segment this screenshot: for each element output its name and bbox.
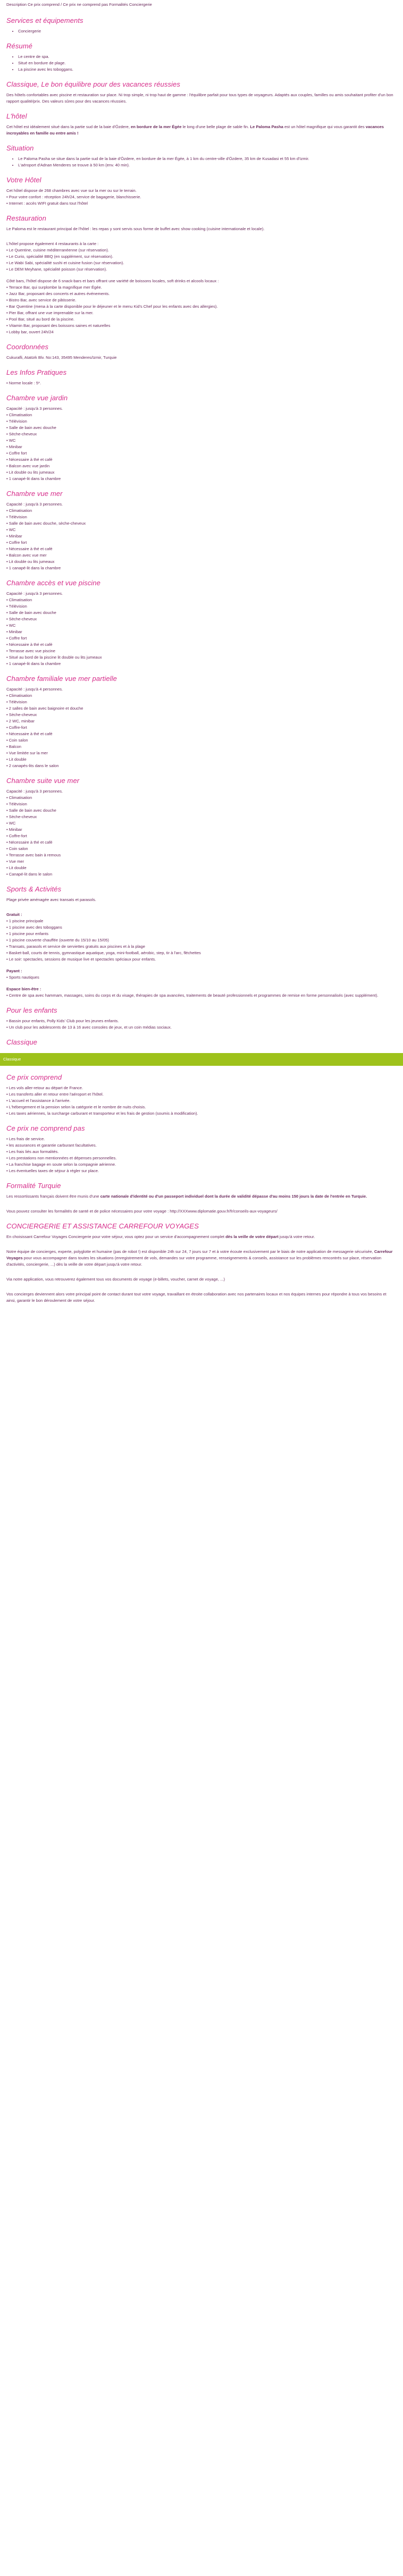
enfants-title: Pour les enfants xyxy=(6,1006,57,1014)
text-line: • Pier Bar, offrant une vue imprenable sur la mer. xyxy=(6,310,94,315)
hotel-text xyxy=(6,124,397,137)
room-title: Chambre vue jardin xyxy=(6,394,68,402)
text-line: • Minibar xyxy=(6,629,22,634)
rooms-section xyxy=(6,394,397,878)
text-line: • Télévision xyxy=(6,700,27,704)
text-line: • Situé au bord de la piscine lit double ou lits jumeaux xyxy=(6,655,102,660)
text-line: • Transats, parasols et service de serviettes gratuits aux piscines et à la plage xyxy=(6,944,145,949)
conciergerie-p3: Via notre application, vous retrouverez également tous vos documents de voyage (e-billets, voucher, carnet de voyage, ...) xyxy=(6,1277,225,1282)
text-line: • Un club pour les adolescents de 13 à 16 avec consoles de jeux, et un coin médias sociaux. xyxy=(6,1025,172,1030)
text-segment: vacances incroyables en famille ou entre amis ! xyxy=(6,124,384,136)
text-line: • 1 piscine pour enfants xyxy=(6,931,49,936)
text-line: • Vitamin Bar, proposant des boissons saines et naturelles xyxy=(6,323,111,328)
hotel-title: L'hôtel xyxy=(6,112,27,120)
text-line: • Coffre-fort xyxy=(6,834,27,838)
text-segment: Cet hôtel est idéalement situé dans la partie sud de la baie d'Özdere, xyxy=(6,124,131,129)
text-line: • WC xyxy=(6,821,16,826)
text-line: • Le DEM Meyhane, spécialité poisson (sur réservation). xyxy=(6,267,107,272)
text-line: • 1 piscine avec des toboggans xyxy=(6,925,62,930)
enfants-lines xyxy=(6,1018,397,1031)
room-title: Chambre familiale vue mer partielle xyxy=(6,675,117,683)
payant-label: Payant : xyxy=(6,969,22,973)
text-segment: En choisissant Carrefour Voyages Conciergerie pour votre séjour, vous optez pour un service d'accompagnement complet xyxy=(6,1234,226,1239)
text-line: • Coin salon xyxy=(6,738,28,743)
text-line: • Salle de bain avec douche, sèche-cheveux xyxy=(6,521,86,526)
text-line: Capacité : jusqu'à 4 personnes. xyxy=(6,687,63,692)
tab-navigation[interactable]: Description Ce prix comprend / Ce prix ne comprend pas Formalités Conciergerie xyxy=(6,2,152,7)
gratuit-label: Gratuit : xyxy=(6,912,22,917)
sports-gratuit xyxy=(6,912,397,963)
room-features xyxy=(6,406,397,482)
text-segment: Le Paloma Pasha xyxy=(250,124,283,129)
text-line: • Climatisation xyxy=(6,413,32,417)
text-line: L'hôtel propose également 4 restaurants à la carte : xyxy=(6,241,99,246)
sports-intro: Plage privée aménagée avec transats et parasols. xyxy=(6,897,96,902)
text-segment: est un hôtel magnifique qui vous garantit des xyxy=(283,124,366,129)
text-line: • Télévision xyxy=(6,515,27,519)
text-segment: dès la veille de votre départ xyxy=(225,1234,279,1239)
text-line: • Nécessaire à thé et café xyxy=(6,642,53,647)
text-line: Capacité : jusqu'à 3 personnes. xyxy=(6,406,63,411)
restauration-title: Restauration xyxy=(6,214,46,222)
text-line: • Sports nautiques xyxy=(6,975,39,980)
resume-title: Résumé xyxy=(6,42,33,50)
text-line: • 2 canapés-lits dans le salon xyxy=(6,763,59,768)
text-line: Côté bars, l'hôtel dispose de 6 snack-bars et bars offrant une variété de boissons locales, soft drinks et alcools locaux : xyxy=(6,279,219,283)
text-line: • 1 canapé-lit dans la chambre xyxy=(6,476,61,481)
text-line: • Sèche-cheveux xyxy=(6,432,37,436)
text-line: • Télévision xyxy=(6,802,27,806)
text-line: • Bassin pour enfants, Polly Kids' Club pour les jeunes enfants. xyxy=(6,1018,119,1023)
text-line: • WC xyxy=(6,623,16,628)
conciergerie-title: CONCIERGERIE ET ASSISTANCE CARREFOUR VOYAGES xyxy=(6,1222,199,1230)
text-line: • Sèche-cheveux xyxy=(6,617,37,621)
text-line: • Minibar xyxy=(6,827,22,832)
text-segment: jusqu'à votre retour. xyxy=(278,1234,315,1239)
infos-text: • Norme locale : 5*. xyxy=(6,381,41,385)
room-features xyxy=(6,591,397,667)
text-line: • Les vols aller-retour au départ de France. xyxy=(6,1085,83,1090)
text-segment: en bordure de la mer Égée xyxy=(131,124,182,129)
text-line: • Balcon xyxy=(6,744,21,749)
text-line: • Vue limitée sur la mer xyxy=(6,751,48,755)
room-title: Chambre suite vue mer xyxy=(6,777,80,785)
text-line: • Canapé-lit dans le salon xyxy=(6,872,53,877)
sports-payant xyxy=(6,968,397,981)
text-line: • Le Quentine, cuisine méditerranéenne (sur réservation). xyxy=(6,248,110,252)
coordonnees-title: Coordonnées xyxy=(6,343,49,351)
classique-title: Classique, Le bon équilibre pour des vacances réussies xyxy=(6,80,180,88)
list-item: • La piscine avec les toboggans. xyxy=(18,66,397,73)
text-line: • Sèche-cheveux xyxy=(6,814,37,819)
text-line: Capacité : jusqu'à 3 personnes. xyxy=(6,502,63,507)
text-line: • L'accueil et l'assistance à l'arrivée. xyxy=(6,1098,71,1103)
text-line: • L'hébergement et la pension selon la catégorie et le nombre de nuits choisis. xyxy=(6,1105,146,1109)
text-line: • WC xyxy=(6,438,16,443)
formalite-title: Formalité Turquie xyxy=(6,1182,61,1190)
infos-title: Les Infos Pratiques xyxy=(6,368,67,376)
text-line: • 1 canapé-lit dans la chambre xyxy=(6,661,61,666)
prix-comprend-title: Ce prix comprend xyxy=(6,1073,62,1081)
text-line: • Le soir: spectacles, sessions de musique live et spectacles spéciaux pour enfants. xyxy=(6,957,156,962)
text-line: • 2 salles de bain avec baignoire et douche xyxy=(6,706,83,711)
prix-comprend-lines xyxy=(6,1085,397,1117)
formalite-link[interactable]: Vous pouvez consulter les formalités de santé et de police nécessaires pour votre voyage : http://XXXwww.diplomatie.gouv.fr/fr/conseils-aux-voyageurs/ xyxy=(6,1209,278,1214)
text-line: • Les transferts aller et retour entre l'aéroport et l'hôtel. xyxy=(6,1092,104,1097)
text-line: • Jazz Bar, proposant des concerts et autres événements. xyxy=(6,291,110,296)
conciergerie-p2 xyxy=(6,1249,397,1268)
text-line: • Centre de spa avec hammam, massages, soins du corps et du visage, thérapies de spa avancées, traitements de beauté professionnels et programmes de remise en forme personnalisés (avec supplément). xyxy=(6,993,379,998)
room-features xyxy=(6,788,397,878)
list-item: • Le Paloma Pasha se situe dans la partie sud de la baie d'Özdere, en bordure de la mer Égée, à 1 km du centre-ville d'Özdere, 35 km de Kusadasi et 55 km d'Izmir. xyxy=(18,156,397,162)
text-line: • Coffre fort xyxy=(6,451,27,456)
text-line: • Télévision xyxy=(6,604,27,609)
text-segment: Notre équipe de concierges, experte, polyglotte et humaine (pas de robot !) est disponible 24h sur 24, 7 jours sur 7 et à votre écoute exclusivement par le biais de notre application de messagerie sécurisée, xyxy=(6,1249,374,1254)
text-line: • Minibar xyxy=(6,444,22,449)
text-line: • Climatisation xyxy=(6,597,32,602)
text-line: • Basket-ball, courts de tennis, gymnastique aquatique, yoga, mini-football, aérobic, step, tir à l'arc, fléchettes xyxy=(6,950,201,955)
text-segment: pour vous accompagner dans toutes les situations (enregistrement de vols, demandes sur votre programme, renseignements & conseils, assistance sur les problèmes rencontrés sur place, réservation d'activités, conciergerie, ...) dès la veille de votre départ jusqu'à votre retour. xyxy=(6,1256,382,1267)
text-line: • Nécessaire à thé et café xyxy=(6,457,53,462)
text-line: • Nécessaire à thé et café xyxy=(6,731,53,736)
conciergerie-p1 xyxy=(6,1234,397,1240)
text-line: • Nécessaire à thé et café xyxy=(6,546,53,551)
text-line: • Salle de bain avec douche xyxy=(6,610,56,615)
text-line: • Coffre-fort xyxy=(6,725,27,730)
room-features xyxy=(6,686,397,769)
text-segment: le long d'une belle plage de sable fin. xyxy=(181,124,250,129)
text-line: • Salle de bain avec douche xyxy=(6,808,56,813)
text-line: • Lit double ou lits jumeaux xyxy=(6,470,55,475)
classique-text: Des hôtels confortables avec piscine et restauration sur place. Ni trop simple, ni trop haut de gamme : l'équilibre parfait pour tous types de voyageurs. Adaptés aux couples, familles ou amis souhaitant profiter d'un bon rapport qualité/prix. Des valeurs sûres pour des vacances réussies. xyxy=(6,92,393,104)
text-line: • 1 piscine principale xyxy=(6,919,44,923)
text-line: • Bistro Bar, avec service de pâtisserie. xyxy=(6,298,77,302)
text-line: • Coin salon xyxy=(6,846,28,851)
text-line: • Les prestations non mentionnées et dépenses personnelles. xyxy=(6,1156,117,1160)
text-line: • Lit double xyxy=(6,757,27,762)
text-line: • Les frais liés aux formalités. xyxy=(6,1149,59,1154)
text-line: • 1 canapé-lit dans la chambre xyxy=(6,566,61,570)
restauration-intro: Le Paloma est le restaurant principal de l'hôtel : les repas y sont servis sous forme de buffet avec show cooking (cuisine internationale et locale). xyxy=(6,226,265,231)
bars-list xyxy=(6,278,397,335)
text-line: • Terrasse avec bain à remous xyxy=(6,853,61,857)
sports-spa xyxy=(6,986,397,999)
text-line: Capacité : jusqu'à 3 personnes. xyxy=(6,789,63,794)
text-line: • Les éventuelles taxes de séjour à régler sur place. xyxy=(6,1168,99,1173)
restaurants-list xyxy=(6,241,397,273)
list-item: • Le centre de spa. xyxy=(18,54,397,60)
text-line: • Bar Quentine (mena à la carte disponible pour le déjeuner et le menu Kid's Chef pour les enfants avec des allergies). xyxy=(6,304,218,309)
list-item: • Situé en bordure de plage. xyxy=(18,60,397,66)
resume-list xyxy=(6,54,397,73)
text-line: • WC xyxy=(6,527,16,532)
text-line: • Minibar xyxy=(6,534,22,538)
text-segment: carte nationale d'identité ou d'un passeport individuel dont la durée de validité dépasse d'au moins 150 jours la date de l'entrée en Turquie. xyxy=(100,1194,367,1199)
text-line: Cet hôtel dispose de 268 chambres avec vue sur la mer ou sur le terrain. xyxy=(6,188,137,193)
sports-title: Sports & Activités xyxy=(6,885,62,893)
conciergerie-p4: Vos concierges deviennent alors votre principal point de contact durant tout votre voyage, travaillant en étroite collaboration avec nos partenaires locaux et nos équipes internes pour répondre à tous vos besoins et ainsi, garantir le bon déroulement de votre séjour. xyxy=(6,1292,387,1303)
text-segment: Carrefour Voyages xyxy=(6,1249,393,1260)
list-item: • Conciergerie xyxy=(18,28,397,35)
services-title: Services et équipements xyxy=(6,16,83,24)
text-line: • Climatisation xyxy=(6,795,32,800)
text-line: • Vue mer xyxy=(6,859,24,864)
votre-hotel-title: Votre Hôtel xyxy=(6,176,41,184)
text-line: • Terrasse avec vue piscine xyxy=(6,649,55,653)
text-line: • Pour votre confort : réception 24h/24, service de bagagerie, blanchisserie. xyxy=(6,195,141,199)
text-segment: Les ressortissants français doivent être munis d'une xyxy=(6,1194,100,1199)
text-line: • Terrace Bar, qui surplombe la magnifique mer Égée. xyxy=(6,285,102,290)
category-band[interactable]: Classique xyxy=(0,1053,403,1066)
text-line: • Pool Bar, situé au bord de la piscine. xyxy=(6,317,75,322)
text-line: • La franchise bagage en soute selon la compagnie aérienne. xyxy=(6,1162,116,1167)
room-features xyxy=(6,501,397,571)
text-line: • Le Wabi Sabi, spécialité sushi et cuisine fusion (sur réservation). xyxy=(6,260,124,265)
text-line: • Coffre fort xyxy=(6,636,27,641)
text-line: • 1 piscine couverte chauffée (ouverte du 15/10 au 15/05) xyxy=(6,938,109,942)
text-line: • 2 WC, minibar xyxy=(6,719,35,723)
text-line: • Les taxes aériennes, la surcharge carburant et transporteur et les frais de gestion (soumis à modification). xyxy=(6,1111,198,1116)
text-line: Capacité : jusqu'à 3 personnes. xyxy=(6,591,63,596)
text-line: • Balcon avec vue mer xyxy=(6,553,47,558)
text-line: • Le Curio, spécialité BBQ (en supplément, sur réservation). xyxy=(6,254,114,259)
text-line: • Sèche-cheveux xyxy=(6,712,37,717)
text-line: • Nécessaire à thé et café xyxy=(6,840,53,845)
prix-ne-comprend-title: Ce prix ne comprend pas xyxy=(6,1124,85,1132)
prix-ne-comprend-lines xyxy=(6,1136,397,1174)
room-title: Chambre accès et vue piscine xyxy=(6,579,100,587)
text-line: • Climatisation xyxy=(6,508,32,513)
room-title: Chambre vue mer xyxy=(6,490,63,498)
spa-label: Espace bien-être : xyxy=(6,987,41,991)
situation-list xyxy=(6,156,397,169)
text-line: • Salle de bain avec douche xyxy=(6,425,56,430)
coordonnees-text: Cukurafli, Atatürk Blv. No:143, 35495 Menderes/Izmir, Turquie xyxy=(6,355,117,360)
text-line: • Internet : accès WIFI gratuit dans tout l'hôtel xyxy=(6,201,88,206)
text-line: • Lit double xyxy=(6,865,27,870)
services-list xyxy=(6,28,397,35)
text-line: • Climatisation xyxy=(6,693,32,698)
text-line: • Lit double ou lits jumeaux xyxy=(6,559,55,564)
text-line: • Coffre fort xyxy=(6,540,27,545)
text-line: • Télévision xyxy=(6,419,27,424)
text-line: • Lobby bar, ouvert 24h/24 xyxy=(6,330,54,334)
votre-hotel-lines xyxy=(6,188,397,207)
text-line: • Les frais de service. xyxy=(6,1137,45,1141)
text-line: • les assurances et garantie carburant facultatives. xyxy=(6,1143,97,1148)
formalite-text xyxy=(6,1193,397,1200)
list-item: • L'aéroport d'Adnan Menderes se trouve à 50 km (env. 40 min). xyxy=(18,162,397,169)
text-line: • Balcon avec vue jardin xyxy=(6,464,50,468)
situation-title: Situation xyxy=(6,144,34,152)
classique2-title: Classique xyxy=(6,1038,37,1046)
